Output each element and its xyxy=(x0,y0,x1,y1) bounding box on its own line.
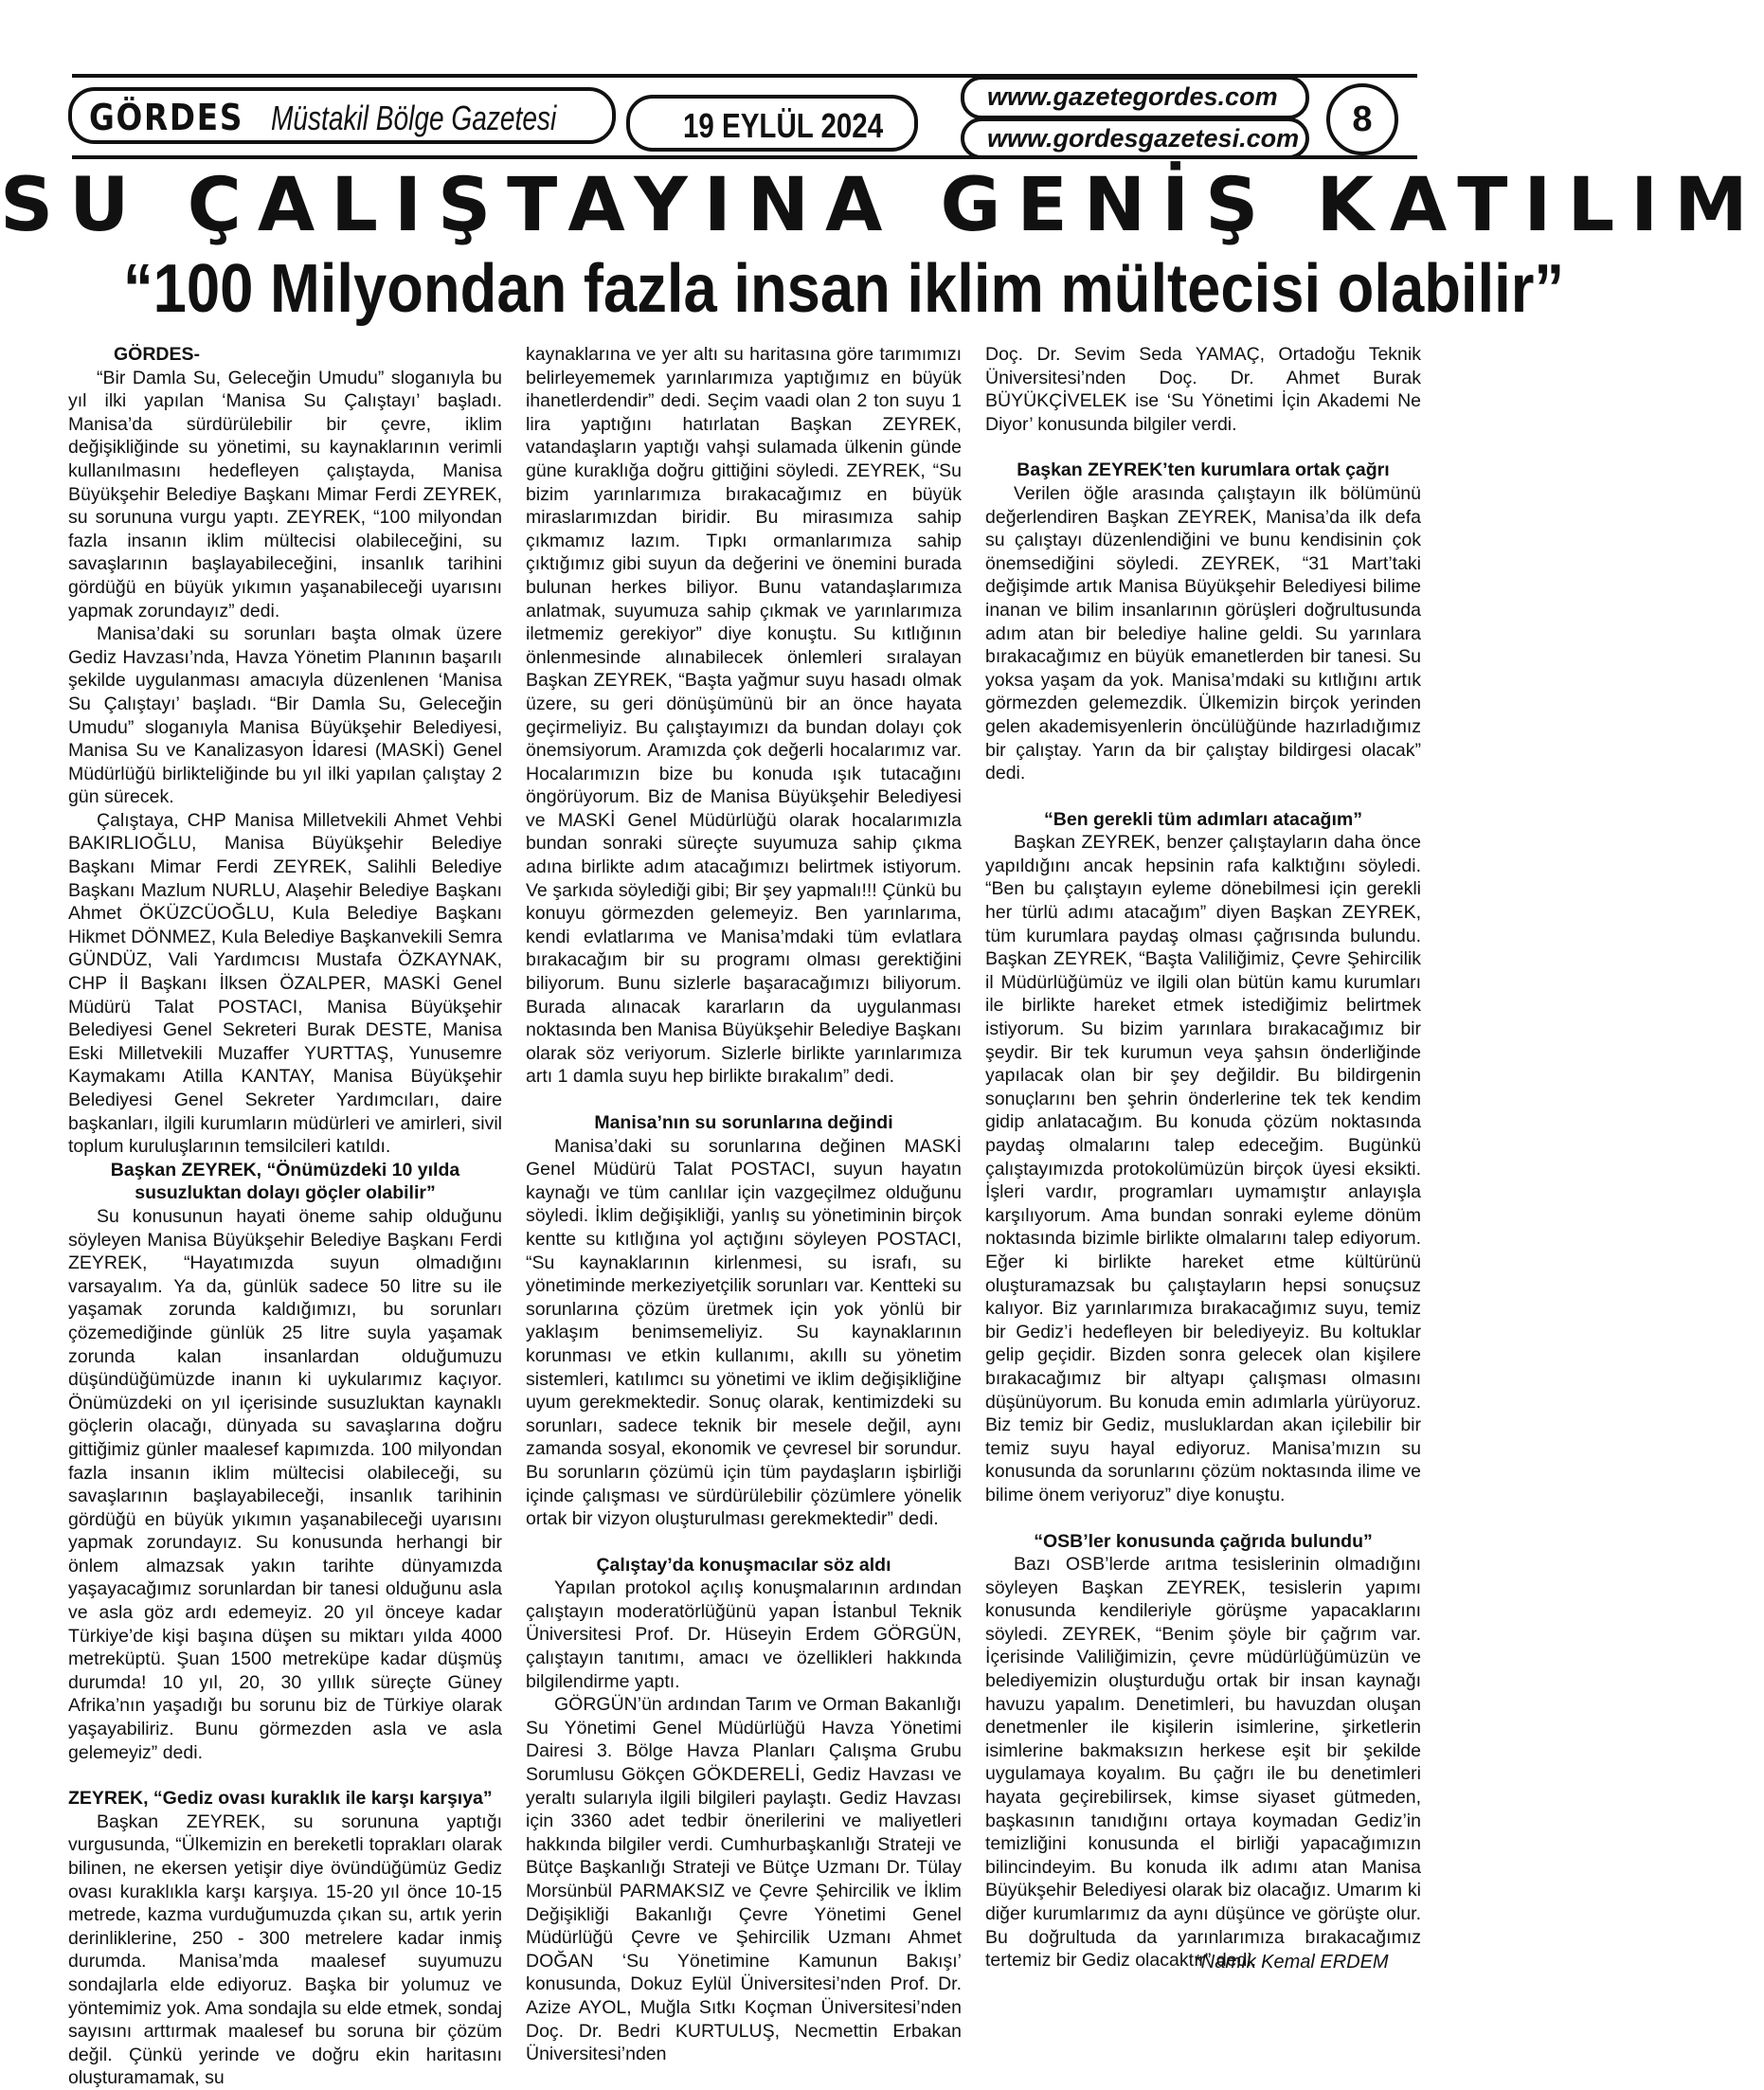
paragraph: Çalıştaya, CHP Manisa Milletvekili Ahmet Vehbi BAKIRLIOĞLU, Manisa Büyükşehir Belediye Başkanı Mimar Ferdi ZEYREK, Salihli Belediye Başkanı Mazlum NURLU, Alaşehir Belediye Başkanı Ahmet ÖKÜZCÜOĞLU, Kula Belediye Başkanı Hikmet DÖNMEZ, Kula Belediye Başkanvekili Semra GÜNDÜZ, Vali Yardımcısı Mustafa ÖZKAYNAK, CHP İl Başkanı İlksen ÖZALPER, MASKİ Genel Müdürü Talat POSTACI, Manisa Büyükşehir Belediyesi Genel Sekreteri Burak DESTE, Manisa Eski Milletvekili Muzaffer YURTTAŞ, Yunusemre Kaymakamı Atilla KANTAY, Manisa Büyükşehir Belediyesi Genel Sekreter Yardımcıları, daire başkanları, ilgili kurumların müdürleri ve amirleri, sivil toplum kuruluşlarının temsilcileri katıldı. xyxy=(68,809,502,1158)
article-column-3 xyxy=(985,343,1421,1973)
brand-box xyxy=(68,87,616,144)
paragraph: Başkan ZEYREK, benzer çalıştayların daha önce yapıldığını ancak hepsinin rafa kalktığını söyledi. “Ben bu çalıştayın eyleme dönebilmesi için gerekli her türlü adımı atacağım” diyen Başkan ZEYREK, tüm kurumlara paydaş olması çağrısında bulundu. Başkan ZEYREK, “Başta Valiliğimiz, Çevre Şehircilik il Müdürlüğümüz ve ilgili olan bütün kamu kurumları ile birlikte hareket etmek istediğimiz belirtmek istiyorum. Su bizim yarınlara bırakacağımız bir şeydir. Bir tek kurumun veya şahsın önderliğinde yapılacak olan bir şey değildir. Bu bildirgenin sonuçlarını ben şehrin önderlerine tek tek kendim gidip anlatacağım. Bu konuda çözüm noktasında paydaş olmalarını talep edeceğim. Bugünkü çalıştayımızda protokolümüzün birçok üyesi eksikti. İşleri vardır, programları uymamıştır anlayışla karşılıyorum. Ama bundan sonraki eyleme dönüm noktasında bizimle birlikte olmalarını talep ediyorum. Eğer ki birlikte hareket etme kültürünü oluşturamazsak bu çalıştayların hepsi sonuçsuz kalıyor. Biz yarınlarımıza bırakacağımız suyu, temiz bir Gediz’i hedefleyen bir belediyeyiz. Bu koltuklar gelip geçidir. Bizden sonra gelecek olan kişilere bırakacağımız bir altyapı çalışması olmasını düşünüyorum. Bu konuda emin adımlarla yürüyoruz. Biz temiz bir Gediz, musluklardan akan içilebilir bir temiz suyu hayal ediyoruz. Manisa’mızın su konusunda da sorunlarını çözüm noktasında ilime ve bilime önem veriyoruz” diye konuştu. xyxy=(985,832,1421,1505)
paragraph: “Bir Damla Su, Geleceğin Umudu” sloganıyla bu yıl ilki yapılan ‘Manisa Su Çalıştayı’ başladı. Manisa’da sürdürülebilir bir çevre, iklim değişikliğinde su yönetimi, su kaynaklarının verimli kullanılmasını hedefleyen çalıştayda, Manisa Büyükşehir Belediye Başkanı Mimar Ferdi ZEYREK, su sorununa vurgu yaptı. ZEYREK, “100 milyondan fazla insanın iklim mültecisi olabileceğini, su savaşlarının başlayabileceğini, insanlık tarihini gördüğü en büyük yıkımın yaşanabileceği uyarısını yapmak zorundayız” dedi. xyxy=(68,367,502,622)
section-heading: “OSB’ler konusunda çağrıda bulundu” xyxy=(1034,1530,1373,1552)
website-url-2[interactable]: www.gordesgazetesi.com xyxy=(987,124,1300,153)
paragraph: Su konusunun hayati öneme sahip olduğunu söyleyen Manisa Büyükşehir Belediye Başkanı Ferdi ZEYREK, “Hayatımızda suyun olmadığını varsayalım. Ya da, günlük sadece 50 litre su ile yaşamak zorunda kaldığımızı, bu sorunları çözemediğinde günlük 25 litre suyla yaşamak zorunda kalan insanlardan olduğumuzu düşündüğümüzde inanın ki uykularımız kaçıyor. Önümüzdeki on yıl içerisinde susuzluktan kaynaklı göçlerin olacağı, dünyada su savaşlarına doğru gittiğimiz günler maalesef kapımızda. 100 milyondan fazla insanın iklim mültecisi olabileceği, su savaşlarının başlayabileceği, insanlık tarihinin gördüğü en büyük yıkımın yaşanabileceği uyarısını yapmak zorundayız. Su konusunda herhangi bir önlem almazsak yakın tarihte dünyamızda yaşayacağımız sorunlardan bir tanesi olduğunu asla ve asla göz ardı edemeyiz. 20 yıl önceye kadar Türkiye’de kişi başına düşen su miktarı yılda 4000 metreküptü. Şuan 1500 metreküpe kadar düşmüş durumda! 10 yıl, 20, 30 yıllık süreçte Güney Afrika’nın yaşadığı bu sorunu biz de Türkiye olarak yaşayabiliriz. Bunu görmezden asla ve asla gelemeyiz” dedi. xyxy=(68,1205,502,1763)
url-box-2 xyxy=(961,117,1309,159)
dateline: GÖRDES- xyxy=(114,344,201,365)
paragraph: Manisa’daki su sorunlarına değinen MASKİ Genel Müdürü Talat POSTACI, suyun hayatın kaynağı ve tüm canlılar için vazgeçilmez olduğunu söyledi. İklim değişikliği, yanlış su yönetiminin birçok kentte su kıtlığına yol açtığını söyleyen POSTACI, “Su kaynaklarının kirlenmesi, su israfı, su yönetiminde merkeziyetçilik sorunları var. Kentteki su sorunlarına çözüm üretmek için yok yönlü bir yaklaşım benimsemeliyiz. Su kaynaklarının korunması ve etkin kullanımı, akıllı su yönetim sistemleri, katılımcı su yönetimi ve iklim değişikliğine uyum gerekmektedir. Sonuç olarak, kentimizdeki su sorunları, sadece teknik bir mesele değil, aynı zamanda sosyal, ekonomik ve çevresel bir sorundur. Bu sorunların çözümü için tüm paydaşların işbirliği içinde çalışması ve sürdürülebilir çözümlere yönelik ortak bir vizyon oluşturulması gerekmektedir” dedi. xyxy=(526,1135,962,1530)
brand-subtitle: Müstakil Bölge Gazetesi xyxy=(271,99,557,137)
paragraph: Yapılan protokol açılış konuşmalarının ardından çalıştayın moderatörlüğünü yapan İstanbul Teknik Üniversitesi Prof. Dr. Hüseyin Erdem GÖRGÜN, çalıştayın tanıtımı, amacı ve özellikleri hakkında bilgilendirme yaptı. xyxy=(526,1577,962,1692)
masthead xyxy=(72,74,1417,159)
paragraph: Başkan ZEYREK, su sorununa yaptığı vurgusunda, “Ülkemizin en bereketli toprakları olarak bilinen, ne ekersen yetişir diye övündüğümüz Gediz ovası kuraklıkla karşı karşıya. 15-20 yıl önce 10-15 metrede, kazma vurduğumuzda çıkan su, artık yerin derinliklerine, 250 - 300 metrelere kadar inmiş durumda. Manisa’mda maalesef suyumuzu sondajlarla elde ediyoruz. Başka bir yolumuz ve yöntemimiz yok. Ama sondajla su elde etmek, sondaj sayısını arttırmak maalesef bu soruna bir çözüm değil. Çünkü yerinde ve doğru ekin haritasını oluşturamamak, su xyxy=(68,1811,502,2089)
article-column-1 xyxy=(68,343,502,2090)
section-heading: ZEYREK, “Gediz ovası kuraklık ile karşı karşıya” xyxy=(68,1788,493,1810)
section-heading: Manisa’nın su sorunlarına değindi xyxy=(594,1112,893,1133)
section-heading: Başkan ZEYREK, “Önümüzdeki 10 yılda susuzluktan dolayı göçler olabilir” xyxy=(110,1159,460,1204)
section-heading: Çalıştay’da konuşmacılar söz aldı xyxy=(596,1554,891,1576)
brand-name: GÖRDES xyxy=(89,97,244,138)
main-headline: SU ÇALIŞTAYINA GENİŞ KATILIM xyxy=(0,163,1764,248)
date-box xyxy=(626,95,918,152)
website-url-1[interactable]: www.gazetegordes.com xyxy=(987,82,1278,111)
paragraph: kaynaklarına ve yer altı su haritasına göre tarımımızı belirleyememek yarınlarımıza yaptığımız en büyük ihanetlerdendir” dedi. Seçim vaadi olan 2 ton suyu 1 lira yaptığını hatırlatan Başkan ZEYREK, vatandaşların yaptığı vahşi sulamada ülkenin günde güne kuraklığa doğru gittiğini söyledi. ZEYREK, “Su bizim yarınlarımıza bırakacağımız en büyük miraslarımızdan biridir. Bu mirasımıza sahip çıkmamız lazım. Tıpkı ormanlarımıza sahip çıktığımız gibi suyun da değerini ve önemini burada bulunan herkes biliyor. Bunu vatandaşlarımıza anlatmak, suyumuza sahip çıkmak ve yarınlarımıza iletmemiz gerekiyor” diye konuştu. Su kıtlığının önlenmesinde alınabilecek önlemleri sıralayan Başkan ZEYREK, “Başta yağmur suyu hasadı olmak üzere, su geri dönüşümünü bir an önce hayata geçirmeliyiz. Bu çalıştayımızı da bundan dolayı çok önemsiyorum. Aramızda çok değerli hocalarımız var. Hocalarımızın bize bu konuda ışık tutacağını öngörüyorum. Biz de Manisa Büyükşehir Belediyesi ve MASKİ Genel Müdürlüğü olarak hocalarımızla bundan sonraki süreçte suyumuza sahip çıkma adına birlikte adım atacağımızı belirtmek istiyorum. Ve şarkıda söylediği gibi; Bir şey yapmalı!!! Çünkü bu konuyu görmezden gelemeyiz. Ben yarınlarıma, kendi evlatlarıma ve Manisa’mdaki tüm evlatlara bırakacağım bir su programı olması gerektiğini biliyorum. Bunu sizlerle başaracağımızı biliyorum. Burada alınacak kararların da uygulanması noktasında ben Manisa Büyükşehir Belediye Başkanı olarak söz veriyorum. Sizlerle birlikte yarınlarımıza artı 1 damla suyu hep birlikte bırakalım” dedi. xyxy=(526,344,962,1088)
sub-headline: “100 Milyondan fazla insan iklim mültecisi olabilir” xyxy=(123,251,1565,327)
paragraph: Bazı OSB’lerde arıtma tesislerinin olmadığını söyleyen Başkan ZEYREK, tesislerin yapımı konusunda kendileriyle görüşme yapacaklarını söyledi. ZEYREK, “Benim şöyle bir çağrım var. İçerisinde Valiliğimizin, çevre müdürlüğümüzün ve belediyemizin oluşturduğu ortak bir insan kaynağı havuzu yapalım. Denetimleri, bu havuzdan oluşan denetmenler ile kişilerin isimlerine, şirketlerin isimlerine bakmaksızın herkese eşit bir şekilde uygulamaya koyalım. Bu çağrı ile bu denetimleri hayata geçirebilirsek, kimse siyaset gütmeden, başkasının tanıdığını ortaya koymadan Gediz’in temizliğini konusunda el birliği yapacağımızın bilincindeyim. Bu konuda ilk adımı atan Manisa Büyükşehir Belediyesi olarak biz olacağız. Umarım ki diğer kurumlarımız da aynı düşünce ve görüşte olur. Bu doğrultuda da yarınlarımıza bırakacağımız tertemiz bir Gediz olacaktır” dedi. xyxy=(985,1554,1421,1972)
paragraph: GÖRGÜN’ün ardından Tarım ve Orman Bakanlığı Su Yönetimi Genel Müdürlüğü Havza Yönetimi Dairesi 3. Bölge Havza Planları Çalışma Grubu Sorumlusu Gökçen GÖKDERELİ, Gediz Havzası ve yeraltı sularıyla ilgili bilgileri paylaştı. Gediz Havzası için 3360 adet tedbir önerilerini ve maliyetleri hakkında bilgiler verdi. Cumhurbaşkanlığı Strateji ve Bütçe Başkanlığı Strateji ve Bütçe Uzmanı Dr. Tülay Morsünbül PARMAKSIZ ve Çevre Şehircilik ve İklim Değişikliği Bakanlığı Çevre Yönetimi Genel Müdürlüğü Çevre ve Şehircilik Uzmanı Ahmet DOĞAN ‘Su Yönetimine Kamunun Bakışı’ konusunda, Dokuz Eylül Üniversitesi’nden Prof. Dr. Azize AYOL, Muğla Sıtkı Koçman Üniversitesi’nden Doç. Dr. Bedri KURTULUŞ, Necmettin Erbakan Üniversitesi’nden xyxy=(526,1694,962,2065)
page-number: 8 xyxy=(1326,83,1398,155)
issue-date: 19 EYLÜL 2024 xyxy=(683,106,884,145)
section-heading: “Ben gerekli tüm adımları atacağım” xyxy=(1044,808,1362,830)
paragraph: Manisa’daki su sorunları başta olmak üzere Gediz Havzası’nda, Havza Yönetim Planının başarılı şekilde uygulanması amacıyla düzenlenen ‘Manisa Su Çalıştayı’ başladı. “Bir Damla Su, Geleceğin Umudu” sloganıyla Manisa Büyükşehir Belediyesi, Manisa Su ve Kanalizasyon İdaresi (MASKİ) Genel Müdürlüğü birlikteliğinde bu yıl ilki yapılan çalıştay 2 gün sürecek. xyxy=(68,623,502,808)
article-column-2 xyxy=(526,343,962,2066)
section-heading: Başkan ZEYREK’ten kurumlara ortak çağrı xyxy=(1017,459,1390,481)
paragraph: Doç. Dr. Sevim Seda YAMAÇ, Ortadoğu Teknik Üniversitesi’nden Doç. Dr. Ahmet Burak BÜYÜKÇİVELEK ise ‘Su Yönetimi İçin Akademi Ne Diyor’ konusunda bilgiler verdi. xyxy=(985,344,1421,435)
paragraph: Verilen öğle arasında çalıştayın ilk bölümünü değerlendiren Başkan ZEYREK, Manisa’da ilk defa su çalıştayı düzenlendiğini ve bunu kendisinin çok önemsediğini söyledi. ZEYREK, “31 Mart’taki değişimde artık Manisa Büyükşehir Belediyesi bilime inanan ve bilim insanlarının görüşleri doğrultusunda adım atan bir belediye haline geldi. Su yarınlara bırakacağımız en büyük emanetlerden bir tanesi. Su yoksa yaşam da yok. Manisa’mdaki su kıtlığını artık görmezden gelemezdik. Ülkemizin birçok yerinden gelen akademisyenlerin öncülüğünde hazırladığımız bir çalıştay. Yarın da bir çalıştay bildirgesi olacak” dedi. xyxy=(985,482,1421,784)
author-signature: *Namık Kemal ERDEM xyxy=(1194,1952,1389,1973)
url-box-1 xyxy=(961,76,1309,119)
